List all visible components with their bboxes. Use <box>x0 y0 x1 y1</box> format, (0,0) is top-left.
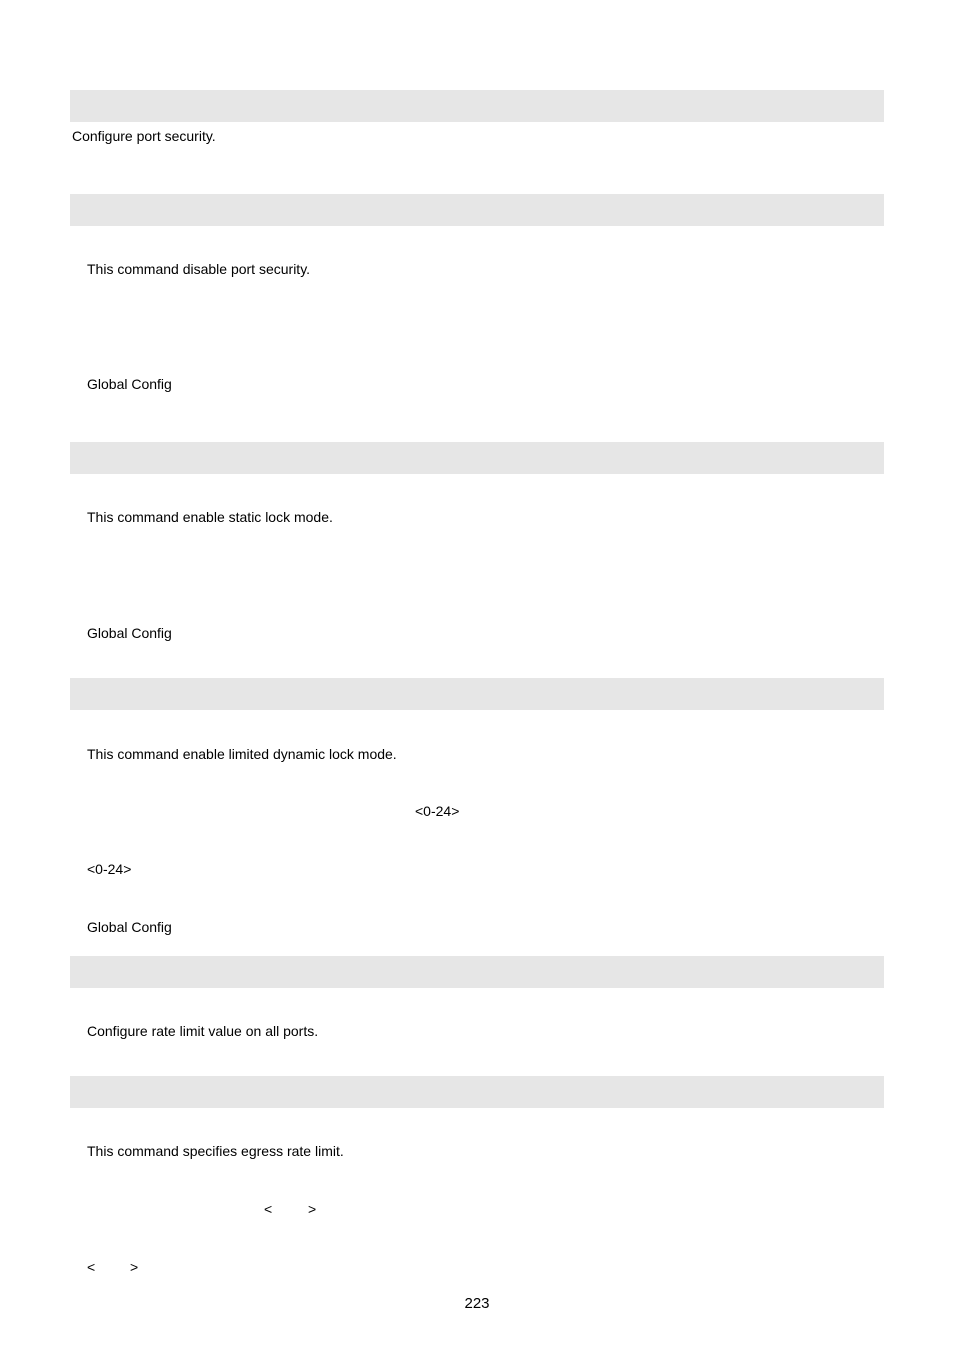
command-header-bar <box>70 1076 884 1108</box>
section-intro: Configure rate limit value on all ports. <box>87 1023 319 1039</box>
command-mode: Global Config <box>87 376 172 392</box>
command-description: This command enable limited dynamic lock mode. <box>87 746 397 762</box>
parameter-bracket-open: < <box>87 1259 96 1275</box>
command-header-bar <box>70 678 884 710</box>
command-header-bar <box>70 442 884 474</box>
syntax-bracket-open: < <box>264 1201 273 1217</box>
command-mode: Global Config <box>87 919 172 935</box>
command-description: This command specifies egress rate limit. <box>87 1143 344 1159</box>
parameter-bracket-close: > <box>130 1259 139 1275</box>
command-mode: Global Config <box>87 625 172 641</box>
section-header-bar <box>70 90 884 122</box>
syntax-parameter: <0-24> <box>415 803 460 819</box>
section-header-bar <box>70 956 884 988</box>
command-description: This command disable port security. <box>87 261 311 277</box>
parameter-name: <0-24> <box>87 861 132 877</box>
command-description: This command enable static lock mode. <box>87 509 333 525</box>
command-header-bar <box>70 194 884 226</box>
syntax-bracket-close: > <box>308 1201 317 1217</box>
section-intro: Configure port security. <box>72 128 216 144</box>
page-number: 223 <box>464 1295 490 1312</box>
